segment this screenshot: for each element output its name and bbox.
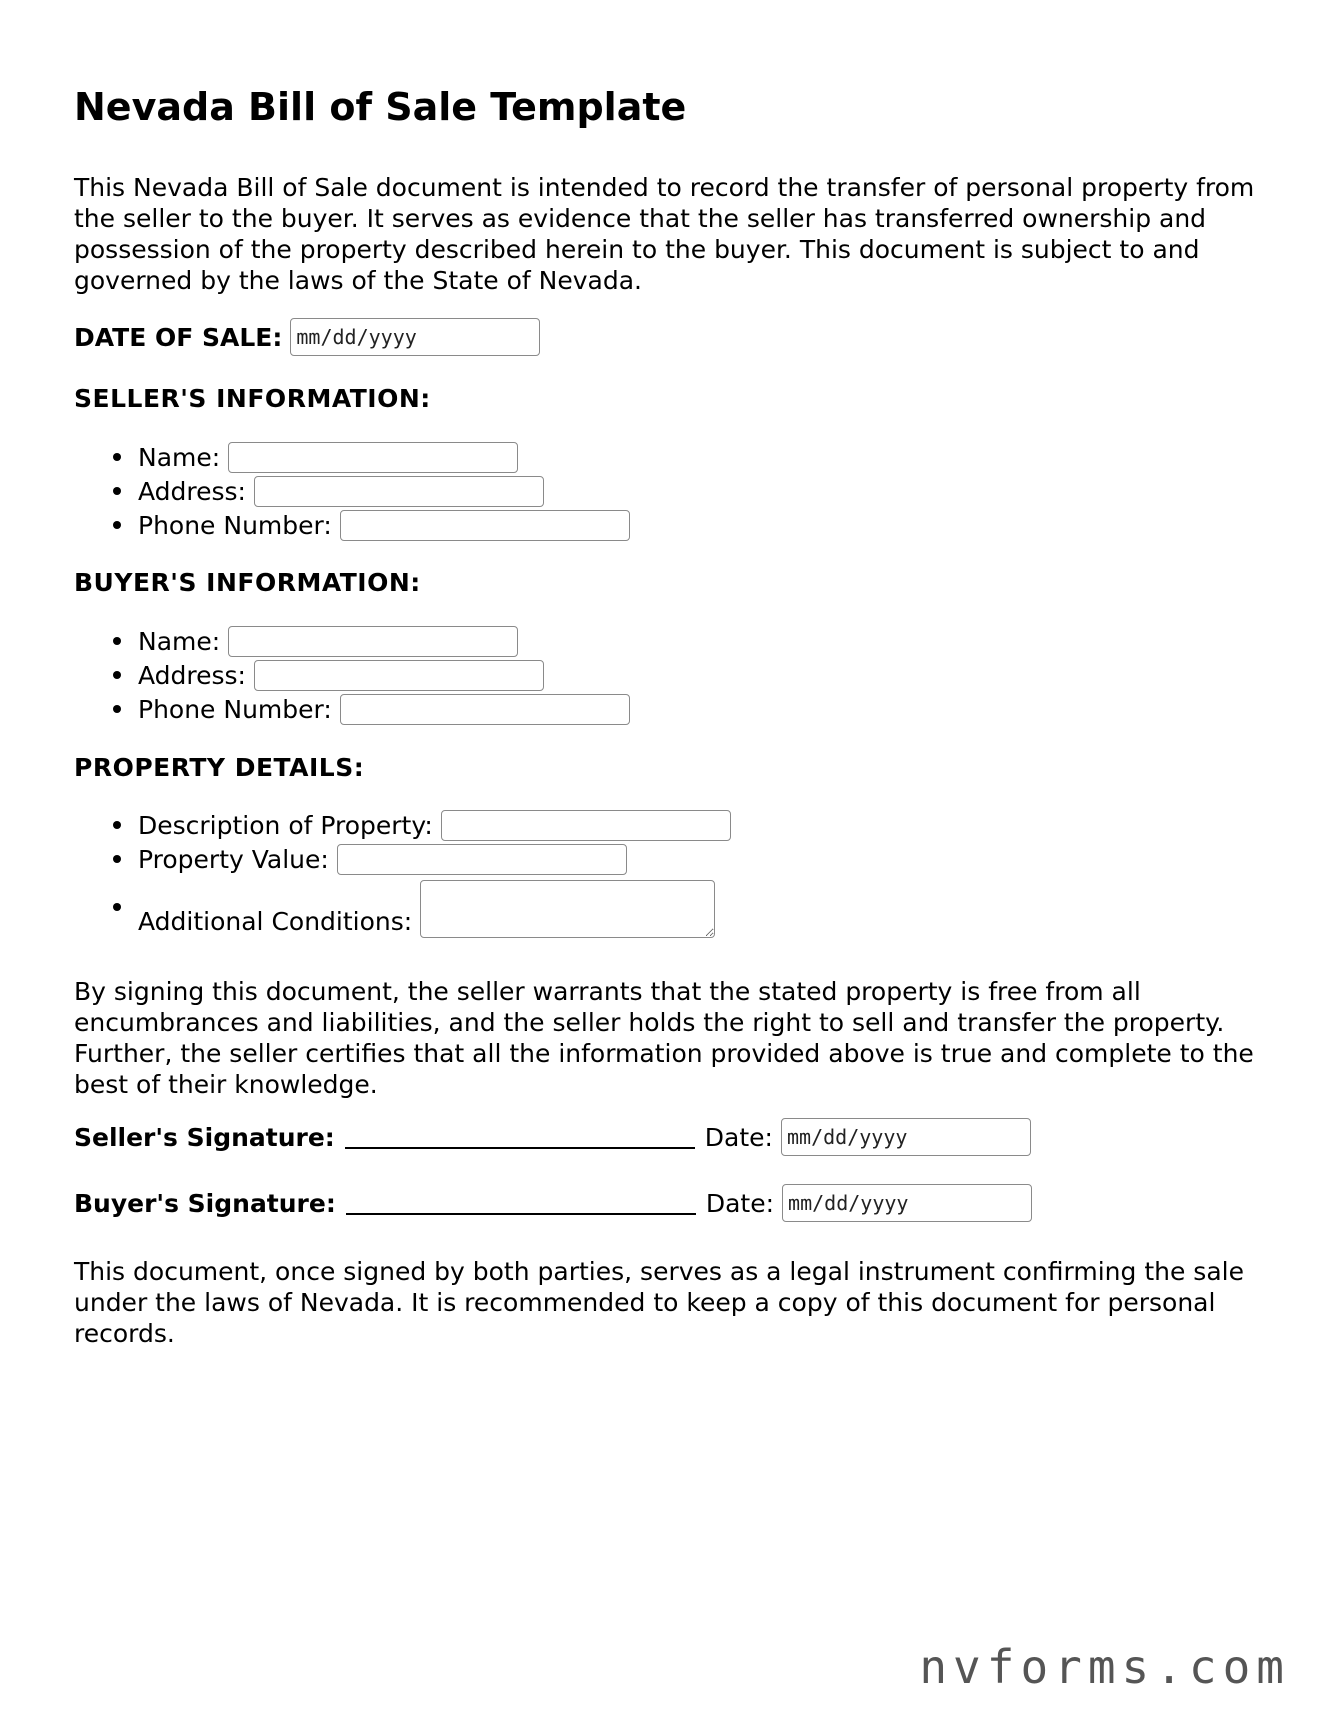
seller-name-label: Name: xyxy=(138,442,221,472)
seller-phone-label: Phone Number: xyxy=(138,510,332,540)
seller-address-label: Address: xyxy=(138,476,246,506)
property-fields-list xyxy=(74,808,731,938)
site-watermark: nvforms.com xyxy=(919,1640,1290,1694)
buyer-signature-line[interactable] xyxy=(346,1191,696,1215)
list-item xyxy=(74,624,630,658)
buyer-signature-row xyxy=(74,1184,1032,1222)
buyer-address-label: Address: xyxy=(138,660,246,690)
date-of-sale-label: DATE OF SALE: xyxy=(74,322,283,352)
seller-signature-label: Seller's Signature: xyxy=(74,1122,335,1152)
seller-section-heading: SELLER'S INFORMATION: xyxy=(74,384,431,413)
warranty-paragraph: By signing this document, the seller warrants that the stated property is free from all encumbrances and liabilities, and the seller holds the right to sell and transfer the property. Further, the seller certifies that all the information provided above is true and complete to the best of their knowledge. xyxy=(74,977,1254,1099)
buyer-name-label: Name: xyxy=(138,626,221,656)
buyer-phone-label: Phone Number: xyxy=(138,694,332,724)
additional-conditions-label: Additional Conditions: xyxy=(138,907,413,936)
property-description-label: Description of Property: xyxy=(138,810,433,840)
buyer-address-input[interactable] xyxy=(254,660,544,691)
list-item xyxy=(74,692,630,726)
seller-address-input[interactable] xyxy=(254,476,544,507)
list-item xyxy=(74,440,630,474)
list-item xyxy=(74,474,630,508)
property-description-input[interactable] xyxy=(441,810,731,841)
buyer-fields-list xyxy=(74,624,630,726)
buyer-phone-input[interactable] xyxy=(340,694,630,725)
buyer-section-heading: BUYER'S INFORMATION: xyxy=(74,568,421,597)
seller-phone-input[interactable] xyxy=(340,510,630,541)
buyer-date-input[interactable] xyxy=(782,1184,1032,1222)
seller-date-label: Date: xyxy=(704,1122,773,1152)
seller-date-input[interactable] xyxy=(781,1118,1031,1156)
list-item xyxy=(74,658,630,692)
date-of-sale-row xyxy=(74,318,540,356)
intro-paragraph: This Nevada Bill of Sale document is intended to record the transfer of personal property from the seller to the buyer. It serves as evidence that the seller has transferred ownership and possession of the property described herein to the buyer. This document is subject to and governed by the laws of the State of Nevada. xyxy=(74,173,1255,295)
page-title: Nevada Bill of Sale Template xyxy=(74,85,687,129)
closing-paragraph: This document, once signed by both parties, serves as a legal instrument confirming the sale under the laws of Nevada. It is recommended to keep a copy of this document for personal records. xyxy=(74,1257,1244,1348)
property-section-heading: PROPERTY DETAILS: xyxy=(74,753,365,782)
buyer-signature-label: Buyer's Signature: xyxy=(74,1188,336,1218)
seller-name-input[interactable] xyxy=(228,442,518,473)
seller-signature-line[interactable] xyxy=(345,1125,695,1149)
date-of-sale-placeholder: mm/dd/yyyy xyxy=(296,325,417,349)
buyer-name-input[interactable] xyxy=(228,626,518,657)
buyer-date-label: Date: xyxy=(705,1188,775,1218)
date-of-sale-input[interactable] xyxy=(290,318,540,356)
additional-conditions-textarea[interactable] xyxy=(420,880,715,938)
seller-fields-list xyxy=(74,440,630,542)
buyer-date-placeholder: mm/dd/yyyy xyxy=(788,1191,909,1215)
seller-date-placeholder: mm/dd/yyyy xyxy=(786,1125,908,1149)
seller-signature-row xyxy=(74,1118,1031,1156)
property-value-label: Property Value: xyxy=(138,844,329,874)
list-item xyxy=(74,808,731,842)
list-item xyxy=(74,842,731,876)
property-value-input[interactable] xyxy=(337,844,627,875)
list-item xyxy=(74,876,731,938)
list-item xyxy=(74,508,630,542)
